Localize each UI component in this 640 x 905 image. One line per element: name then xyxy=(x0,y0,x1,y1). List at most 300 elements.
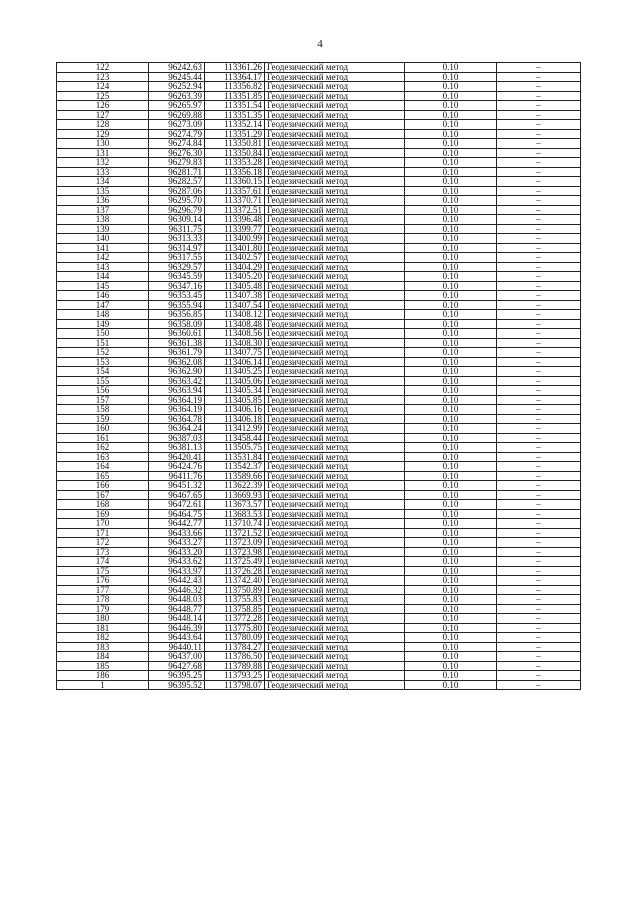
accuracy-cell: 0.10 xyxy=(405,139,497,149)
y-coordinate-cell: 113405.34 xyxy=(205,386,265,396)
y-coordinate-cell: 113622.39 xyxy=(205,481,265,491)
y-coordinate-cell: 113683.53 xyxy=(205,509,265,519)
x-coordinate-cell: 96361.79 xyxy=(149,348,205,358)
method-cell: Геодезический метод xyxy=(265,129,405,139)
accuracy-cell: 0.10 xyxy=(405,367,497,377)
x-coordinate-cell: 96433.27 xyxy=(149,538,205,548)
x-coordinate-cell: 96364.78 xyxy=(149,414,205,424)
x-coordinate-cell: 96464.75 xyxy=(149,509,205,519)
x-coordinate-cell: 96363.42 xyxy=(149,376,205,386)
point-number-cell: 165 xyxy=(57,471,149,481)
point-number-cell: 171 xyxy=(57,528,149,538)
description-cell: – xyxy=(497,433,581,443)
x-coordinate-cell: 96287.06 xyxy=(149,186,205,196)
accuracy-cell: 0.10 xyxy=(405,433,497,443)
method-cell: Геодезический метод xyxy=(265,196,405,206)
point-number-cell: 170 xyxy=(57,519,149,529)
x-coordinate-cell: 96276.30 xyxy=(149,148,205,158)
x-coordinate-cell: 96387.03 xyxy=(149,433,205,443)
point-number-cell: 126 xyxy=(57,101,149,111)
description-cell: – xyxy=(497,300,581,310)
method-cell: Геодезический метод xyxy=(265,310,405,320)
y-coordinate-cell: 113669.93 xyxy=(205,490,265,500)
y-coordinate-cell: 113351.35 xyxy=(205,110,265,120)
method-cell: Геодезический метод xyxy=(265,234,405,244)
y-coordinate-cell: 113784.27 xyxy=(205,642,265,652)
method-cell: Геодезический метод xyxy=(265,405,405,415)
accuracy-cell: 0.10 xyxy=(405,196,497,206)
table-row xyxy=(57,528,581,538)
description-cell: – xyxy=(497,148,581,158)
accuracy-cell: 0.10 xyxy=(405,329,497,339)
table-row xyxy=(57,167,581,177)
description-cell: – xyxy=(497,405,581,415)
accuracy-cell: 0.10 xyxy=(405,462,497,472)
method-cell: Геодезический метод xyxy=(265,300,405,310)
method-cell: Геодезический метод xyxy=(265,528,405,538)
x-coordinate-cell: 96427.68 xyxy=(149,661,205,671)
table-row xyxy=(57,405,581,415)
table-row xyxy=(57,490,581,500)
y-coordinate-cell: 113725.49 xyxy=(205,557,265,567)
point-number-cell: 127 xyxy=(57,110,149,120)
table-row xyxy=(57,547,581,557)
point-number-cell: 181 xyxy=(57,623,149,633)
table-row xyxy=(57,386,581,396)
table-row xyxy=(57,196,581,206)
description-cell: – xyxy=(497,557,581,567)
method-cell: Геодезический метод xyxy=(265,329,405,339)
description-cell: – xyxy=(497,462,581,472)
point-number-cell: 137 xyxy=(57,205,149,215)
x-coordinate-cell: 96282.57 xyxy=(149,177,205,187)
description-cell: – xyxy=(497,414,581,424)
x-coordinate-cell: 96411.76 xyxy=(149,471,205,481)
accuracy-cell: 0.10 xyxy=(405,414,497,424)
y-coordinate-cell: 113408.30 xyxy=(205,338,265,348)
accuracy-cell: 0.10 xyxy=(405,158,497,168)
description-cell: – xyxy=(497,120,581,130)
table-row xyxy=(57,680,581,690)
x-coordinate-cell: 96314.97 xyxy=(149,243,205,253)
description-cell: – xyxy=(497,215,581,225)
accuracy-cell: 0.10 xyxy=(405,91,497,101)
x-coordinate-cell: 96242.63 xyxy=(149,63,205,73)
accuracy-cell: 0.10 xyxy=(405,424,497,434)
x-coordinate-cell: 96281.71 xyxy=(149,167,205,177)
y-coordinate-cell: 113786.50 xyxy=(205,652,265,662)
accuracy-cell: 0.10 xyxy=(405,585,497,595)
accuracy-cell: 0.10 xyxy=(405,443,497,453)
table-row xyxy=(57,205,581,215)
point-number-cell: 1 xyxy=(57,680,149,690)
table-row xyxy=(57,538,581,548)
accuracy-cell: 0.10 xyxy=(405,395,497,405)
y-coordinate-cell: 113408.48 xyxy=(205,319,265,329)
table-row xyxy=(57,272,581,282)
accuracy-cell: 0.10 xyxy=(405,642,497,652)
y-coordinate-cell: 113758.85 xyxy=(205,604,265,614)
point-number-cell: 139 xyxy=(57,224,149,234)
description-cell: – xyxy=(497,281,581,291)
method-cell: Геодезический метод xyxy=(265,481,405,491)
point-number-cell: 150 xyxy=(57,329,149,339)
x-coordinate-cell: 96437.00 xyxy=(149,652,205,662)
x-coordinate-cell: 96358.09 xyxy=(149,319,205,329)
accuracy-cell: 0.10 xyxy=(405,310,497,320)
y-coordinate-cell: 113406.18 xyxy=(205,414,265,424)
point-number-cell: 142 xyxy=(57,253,149,263)
x-coordinate-cell: 96362.08 xyxy=(149,357,205,367)
x-coordinate-cell: 96381.13 xyxy=(149,443,205,453)
point-number-cell: 167 xyxy=(57,490,149,500)
accuracy-cell: 0.10 xyxy=(405,481,497,491)
point-number-cell: 176 xyxy=(57,576,149,586)
y-coordinate-cell: 113400.99 xyxy=(205,234,265,244)
point-number-cell: 135 xyxy=(57,186,149,196)
description-cell: – xyxy=(497,519,581,529)
table-row xyxy=(57,110,581,120)
y-coordinate-cell: 113396.48 xyxy=(205,215,265,225)
point-number-cell: 163 xyxy=(57,452,149,462)
y-coordinate-cell: 113402.57 xyxy=(205,253,265,263)
accuracy-cell: 0.10 xyxy=(405,680,497,690)
description-cell: – xyxy=(497,585,581,595)
description-cell: – xyxy=(497,547,581,557)
y-coordinate-cell: 113723.09 xyxy=(205,538,265,548)
x-coordinate-cell: 96433.97 xyxy=(149,566,205,576)
accuracy-cell: 0.10 xyxy=(405,101,497,111)
y-coordinate-cell: 113405.20 xyxy=(205,272,265,282)
accuracy-cell: 0.10 xyxy=(405,566,497,576)
method-cell: Геодезический метод xyxy=(265,500,405,510)
x-coordinate-cell: 96451.32 xyxy=(149,481,205,491)
method-cell: Геодезический метод xyxy=(265,604,405,614)
y-coordinate-cell: 113793.25 xyxy=(205,671,265,681)
description-cell: – xyxy=(497,671,581,681)
table-row xyxy=(57,576,581,586)
description-cell: – xyxy=(497,234,581,244)
table-row xyxy=(57,566,581,576)
table-row xyxy=(57,186,581,196)
x-coordinate-cell: 96467.65 xyxy=(149,490,205,500)
y-coordinate-cell: 113710.74 xyxy=(205,519,265,529)
point-number-cell: 160 xyxy=(57,424,149,434)
table-row xyxy=(57,63,581,73)
method-cell: Геодезический метод xyxy=(265,585,405,595)
point-number-cell: 175 xyxy=(57,566,149,576)
method-cell: Геодезический метод xyxy=(265,215,405,225)
method-cell: Геодезический метод xyxy=(265,224,405,234)
point-number-cell: 179 xyxy=(57,604,149,614)
method-cell: Геодезический метод xyxy=(265,490,405,500)
table-row xyxy=(57,376,581,386)
y-coordinate-cell: 113401.80 xyxy=(205,243,265,253)
point-number-cell: 156 xyxy=(57,386,149,396)
accuracy-cell: 0.10 xyxy=(405,82,497,92)
method-cell: Геодезический метод xyxy=(265,348,405,358)
method-cell: Геодезический метод xyxy=(265,633,405,643)
y-coordinate-cell: 113405.06 xyxy=(205,376,265,386)
point-number-cell: 173 xyxy=(57,547,149,557)
table-row xyxy=(57,91,581,101)
method-cell: Геодезический метод xyxy=(265,148,405,158)
y-coordinate-cell: 113407.75 xyxy=(205,348,265,358)
description-cell: – xyxy=(497,243,581,253)
point-number-cell: 128 xyxy=(57,120,149,130)
point-number-cell: 158 xyxy=(57,405,149,415)
y-coordinate-cell: 113721.52 xyxy=(205,528,265,538)
method-cell: Геодезический метод xyxy=(265,158,405,168)
table-row xyxy=(57,329,581,339)
point-number-cell: 162 xyxy=(57,443,149,453)
page-number: 4 xyxy=(317,38,323,50)
table-row xyxy=(57,519,581,529)
table-row xyxy=(57,300,581,310)
method-cell: Геодезический метод xyxy=(265,120,405,130)
method-cell: Геодезический метод xyxy=(265,595,405,605)
method-cell: Геодезический метод xyxy=(265,262,405,272)
point-number-cell: 154 xyxy=(57,367,149,377)
description-cell: – xyxy=(497,196,581,206)
point-number-cell: 161 xyxy=(57,433,149,443)
description-cell: – xyxy=(497,576,581,586)
description-cell: – xyxy=(497,101,581,111)
y-coordinate-cell: 113772.28 xyxy=(205,614,265,624)
x-coordinate-cell: 96361.38 xyxy=(149,338,205,348)
table-row xyxy=(57,595,581,605)
point-number-cell: 130 xyxy=(57,139,149,149)
point-number-cell: 177 xyxy=(57,585,149,595)
description-cell: – xyxy=(497,652,581,662)
x-coordinate-cell: 96309.14 xyxy=(149,215,205,225)
description-cell: – xyxy=(497,158,581,168)
x-coordinate-cell: 96363.94 xyxy=(149,386,205,396)
method-cell: Геодезический метод xyxy=(265,566,405,576)
y-coordinate-cell: 113370.71 xyxy=(205,196,265,206)
table-row xyxy=(57,224,581,234)
table-row xyxy=(57,243,581,253)
x-coordinate-cell: 96433.20 xyxy=(149,547,205,557)
description-cell: – xyxy=(497,91,581,101)
table-row xyxy=(57,557,581,567)
method-cell: Геодезический метод xyxy=(265,452,405,462)
y-coordinate-cell: 113412.99 xyxy=(205,424,265,434)
table-row xyxy=(57,82,581,92)
accuracy-cell: 0.10 xyxy=(405,452,497,462)
point-number-cell: 145 xyxy=(57,281,149,291)
description-cell: – xyxy=(497,186,581,196)
accuracy-cell: 0.10 xyxy=(405,576,497,586)
method-cell: Геодезический метод xyxy=(265,205,405,215)
accuracy-cell: 0.10 xyxy=(405,471,497,481)
method-cell: Геодезический метод xyxy=(265,547,405,557)
x-coordinate-cell: 96252.94 xyxy=(149,82,205,92)
x-coordinate-cell: 96448.14 xyxy=(149,614,205,624)
point-number-cell: 146 xyxy=(57,291,149,301)
accuracy-cell: 0.10 xyxy=(405,129,497,139)
y-coordinate-cell: 113351.85 xyxy=(205,91,265,101)
method-cell: Геодезический метод xyxy=(265,272,405,282)
accuracy-cell: 0.10 xyxy=(405,177,497,187)
accuracy-cell: 0.10 xyxy=(405,652,497,662)
accuracy-cell: 0.10 xyxy=(405,272,497,282)
accuracy-cell: 0.10 xyxy=(405,63,497,73)
point-number-cell: 168 xyxy=(57,500,149,510)
table-row xyxy=(57,129,581,139)
accuracy-cell: 0.10 xyxy=(405,557,497,567)
method-cell: Геодезический метод xyxy=(265,110,405,120)
table-row xyxy=(57,158,581,168)
table-row xyxy=(57,661,581,671)
x-coordinate-cell: 96296.79 xyxy=(149,205,205,215)
point-number-cell: 155 xyxy=(57,376,149,386)
x-coordinate-cell: 96295.70 xyxy=(149,196,205,206)
table-row xyxy=(57,395,581,405)
table-row xyxy=(57,414,581,424)
table-row xyxy=(57,642,581,652)
accuracy-cell: 0.10 xyxy=(405,253,497,263)
table-row xyxy=(57,262,581,272)
table-row xyxy=(57,291,581,301)
table-row xyxy=(57,500,581,510)
point-number-cell: 140 xyxy=(57,234,149,244)
table-row xyxy=(57,357,581,367)
y-coordinate-cell: 113542.37 xyxy=(205,462,265,472)
y-coordinate-cell: 113589.66 xyxy=(205,471,265,481)
accuracy-cell: 0.10 xyxy=(405,205,497,215)
point-number-cell: 186 xyxy=(57,671,149,681)
point-number-cell: 125 xyxy=(57,91,149,101)
point-number-cell: 151 xyxy=(57,338,149,348)
y-coordinate-cell: 113775.80 xyxy=(205,623,265,633)
x-coordinate-cell: 96395.52 xyxy=(149,680,205,690)
y-coordinate-cell: 113531.84 xyxy=(205,452,265,462)
y-coordinate-cell: 113405.85 xyxy=(205,395,265,405)
method-cell: Геодезический метод xyxy=(265,281,405,291)
point-number-cell: 123 xyxy=(57,72,149,82)
description-cell: – xyxy=(497,367,581,377)
accuracy-cell: 0.10 xyxy=(405,604,497,614)
description-cell: – xyxy=(497,538,581,548)
description-cell: – xyxy=(497,224,581,234)
point-number-cell: 169 xyxy=(57,509,149,519)
point-number-cell: 138 xyxy=(57,215,149,225)
accuracy-cell: 0.10 xyxy=(405,671,497,681)
x-coordinate-cell: 96356.85 xyxy=(149,310,205,320)
point-number-cell: 148 xyxy=(57,310,149,320)
y-coordinate-cell: 113726.28 xyxy=(205,566,265,576)
point-number-cell: 166 xyxy=(57,481,149,491)
description-cell: – xyxy=(497,642,581,652)
method-cell: Геодезический метод xyxy=(265,557,405,567)
x-coordinate-cell: 96448.77 xyxy=(149,604,205,614)
table-row xyxy=(57,585,581,595)
point-number-cell: 129 xyxy=(57,129,149,139)
method-cell: Геодезический метод xyxy=(265,177,405,187)
method-cell: Геодезический метод xyxy=(265,443,405,453)
x-coordinate-cell: 96273.09 xyxy=(149,120,205,130)
description-cell: – xyxy=(497,376,581,386)
y-coordinate-cell: 113364.17 xyxy=(205,72,265,82)
x-coordinate-cell: 96265.97 xyxy=(149,101,205,111)
description-cell: – xyxy=(497,528,581,538)
point-number-cell: 144 xyxy=(57,272,149,282)
table-row xyxy=(57,424,581,434)
table-row xyxy=(57,462,581,472)
point-number-cell: 122 xyxy=(57,63,149,73)
description-cell: – xyxy=(497,82,581,92)
point-number-cell: 141 xyxy=(57,243,149,253)
description-cell: – xyxy=(497,633,581,643)
x-coordinate-cell: 96433.62 xyxy=(149,557,205,567)
description-cell: – xyxy=(497,205,581,215)
accuracy-cell: 0.10 xyxy=(405,243,497,253)
x-coordinate-cell: 96347.16 xyxy=(149,281,205,291)
method-cell: Геодезический метод xyxy=(265,367,405,377)
y-coordinate-cell: 113408.12 xyxy=(205,310,265,320)
point-number-cell: 136 xyxy=(57,196,149,206)
accuracy-cell: 0.10 xyxy=(405,291,497,301)
accuracy-cell: 0.10 xyxy=(405,72,497,82)
description-cell: – xyxy=(497,614,581,624)
y-coordinate-cell: 113405.25 xyxy=(205,367,265,377)
point-number-cell: 180 xyxy=(57,614,149,624)
point-number-cell: 164 xyxy=(57,462,149,472)
description-cell: – xyxy=(497,272,581,282)
accuracy-cell: 0.10 xyxy=(405,528,497,538)
accuracy-cell: 0.10 xyxy=(405,262,497,272)
accuracy-cell: 0.10 xyxy=(405,186,497,196)
x-coordinate-cell: 96317.55 xyxy=(149,253,205,263)
method-cell: Геодезический метод xyxy=(265,680,405,690)
description-cell: – xyxy=(497,310,581,320)
method-cell: Геодезический метод xyxy=(265,414,405,424)
description-cell: – xyxy=(497,490,581,500)
method-cell: Геодезический метод xyxy=(265,376,405,386)
table-row xyxy=(57,367,581,377)
description-cell: – xyxy=(497,253,581,263)
x-coordinate-cell: 96360.61 xyxy=(149,329,205,339)
accuracy-cell: 0.10 xyxy=(405,633,497,643)
method-cell: Геодезический метод xyxy=(265,186,405,196)
description-cell: – xyxy=(497,595,581,605)
method-cell: Геодезический метод xyxy=(265,661,405,671)
accuracy-cell: 0.10 xyxy=(405,319,497,329)
accuracy-cell: 0.10 xyxy=(405,595,497,605)
method-cell: Геодезический метод xyxy=(265,614,405,624)
point-number-cell: 132 xyxy=(57,158,149,168)
point-number-cell: 174 xyxy=(57,557,149,567)
x-coordinate-cell: 96353.45 xyxy=(149,291,205,301)
table-row xyxy=(57,433,581,443)
y-coordinate-cell: 113361.26 xyxy=(205,63,265,73)
accuracy-cell: 0.10 xyxy=(405,167,497,177)
description-cell: – xyxy=(497,329,581,339)
table-row xyxy=(57,319,581,329)
description-cell: – xyxy=(497,386,581,396)
description-cell: – xyxy=(497,604,581,614)
method-cell: Геодезический метод xyxy=(265,433,405,443)
x-coordinate-cell: 96446.39 xyxy=(149,623,205,633)
accuracy-cell: 0.10 xyxy=(405,300,497,310)
table-row xyxy=(57,652,581,662)
accuracy-cell: 0.10 xyxy=(405,348,497,358)
method-cell: Геодезический метод xyxy=(265,243,405,253)
accuracy-cell: 0.10 xyxy=(405,509,497,519)
table-row xyxy=(57,614,581,624)
method-cell: Геодезический метод xyxy=(265,576,405,586)
